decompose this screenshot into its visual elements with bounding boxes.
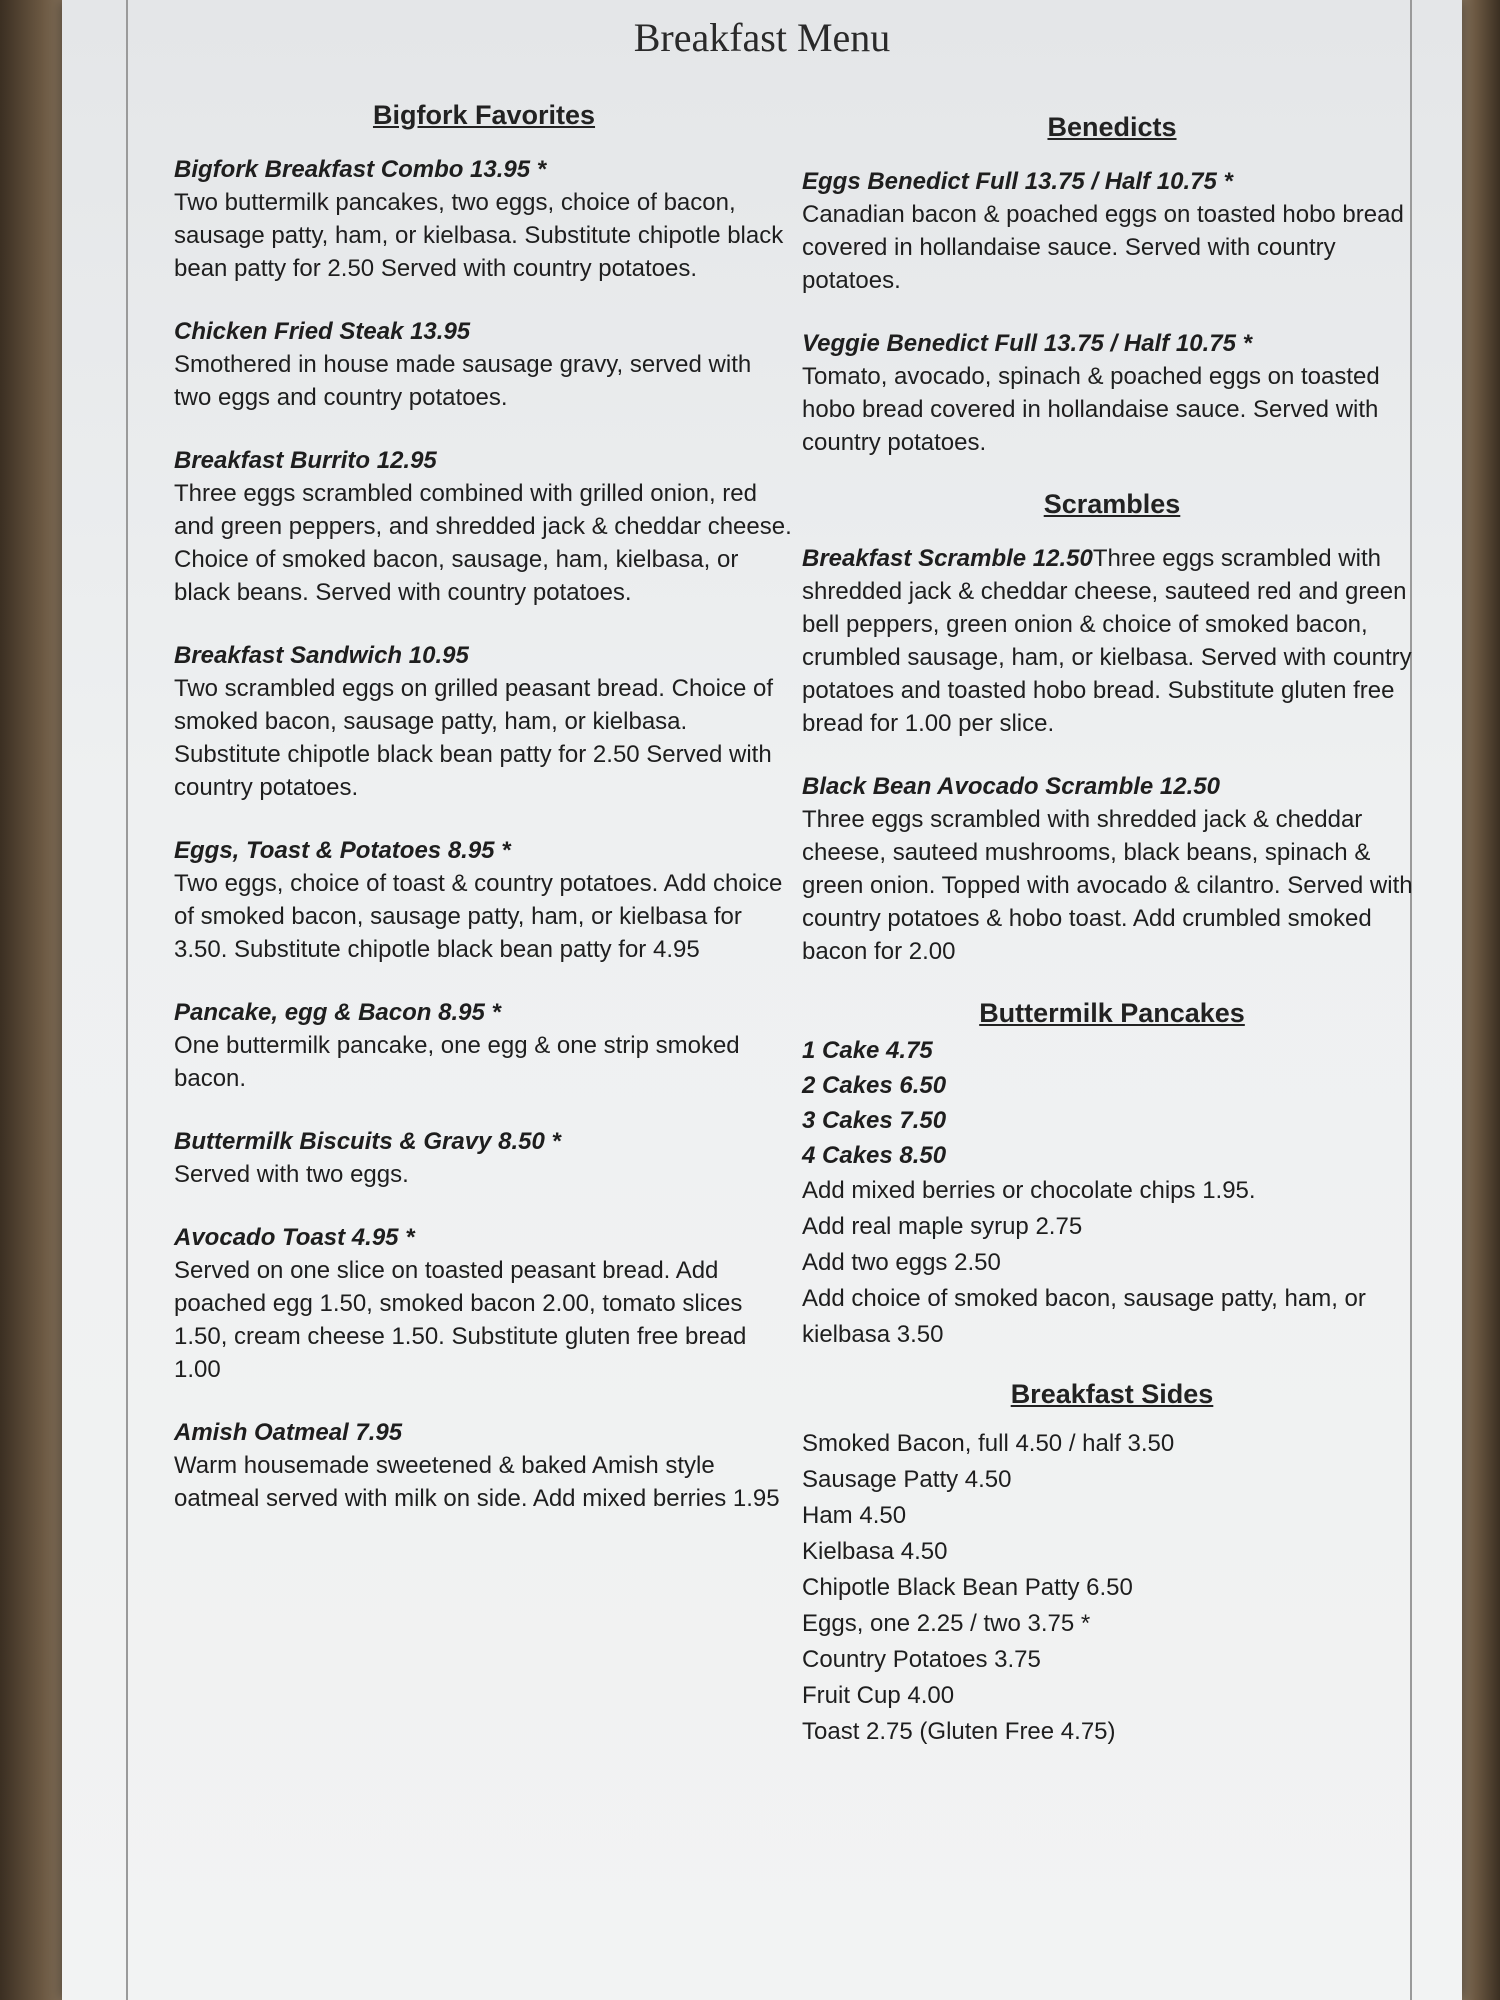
menu-item-name: Bigfork Breakfast Combo 13.95 * [174, 156, 547, 183]
menu-item-description: Tomato, avocado, spinach & poached eggs on toasted hobo bread covered in hollandaise sauce. Served with country potatoes. [802, 363, 1380, 456]
menu-item-name: Eggs, Toast & Potatoes 8.95 * [174, 837, 511, 864]
pancake-addons [802, 1173, 1422, 1353]
section-title-bigfork-favorites: Bigfork Favorites [372, 100, 596, 130]
side-item: Eggs, one 2.25 / two 3.75 * [802, 1610, 1091, 1637]
menu-item [174, 996, 794, 1095]
table-surface-left [0, 0, 70, 2000]
side-item: Country Potatoes 3.75 [802, 1646, 1041, 1673]
menu-item-description: Served with two eggs. [174, 1161, 409, 1188]
menu-item-description: One buttermilk pancake, one egg & one strip smoked bacon. [174, 1032, 740, 1092]
pancake-size: 4 Cakes 8.50 [802, 1142, 947, 1169]
pancake-addon: Add real maple syrup 2.75 [802, 1213, 1083, 1240]
menu-item-name: Black Bean Avocado Scramble 12.50 [802, 773, 1220, 800]
menu-item-description: Two scrambled eggs on grilled peasant bread. Choice of smoked bacon, sausage patty, ham, or kielbasa. Substitute chipotle black bean patty for 2.50 Served with country potatoes. [174, 675, 774, 801]
menu-item-name: Breakfast Burrito 12.95 [174, 447, 437, 474]
section-title-benedicts: Benedicts [1047, 112, 1177, 142]
menu-item-description: Two eggs, choice of toast & country potatoes. Add choice of smoked bacon, sausage patty, ham, or kielbasa for 3.50. Substitute chipotle black bean patty for 4.95 [174, 870, 783, 963]
menu-item [174, 1416, 794, 1515]
side-item: Chipotle Black Bean Patty 6.50 [802, 1574, 1133, 1601]
side-item: Ham 4.50 [802, 1502, 907, 1529]
menu-item-description: Three eggs scrambled with shredded jack & cheddar cheese, sauteed mushrooms, black beans, spinach & green onion. Topped with avocado & cilantro. Served with country potatoes & hobo toast. Add crumbled smoked bacon for 2.00 [802, 806, 1413, 965]
menu-item-name: Avocado Toast 4.95 * [174, 1224, 415, 1251]
menu-item [174, 1221, 794, 1386]
menu-item [174, 834, 794, 966]
menu-item-description: Two buttermilk pancakes, two eggs, choice of bacon, sausage patty, ham, or kielbasa. Substitute chipotle black bean patty for 2.50 Served with country potatoes. [174, 189, 784, 282]
menu-item-name: Chicken Fried Steak 13.95 [174, 318, 471, 345]
side-item: Toast 2.75 (Gluten Free 4.75) [802, 1718, 1116, 1745]
menu-item [802, 770, 1422, 968]
menu-item [174, 444, 794, 609]
menu-item-name: Breakfast Sandwich 10.95 [174, 642, 469, 669]
menu-item [174, 639, 794, 804]
pancake-addon: Add two eggs 2.50 [802, 1249, 1001, 1276]
menu-sheet [62, 0, 1462, 2000]
section-title-scrambles: Scrambles [1043, 489, 1181, 519]
pancake-size: 2 Cakes 6.50 [802, 1072, 947, 1099]
menu-item-description: Smothered in house made sausage gravy, served with two eggs and country potatoes. [174, 351, 752, 411]
pancake-sizes [802, 1033, 1422, 1173]
menu-item-name: Breakfast Scramble 12.50 [802, 545, 1093, 572]
menu-item [802, 542, 1422, 740]
table-surface-right [1460, 0, 1500, 2000]
sides-list [802, 1426, 1422, 1750]
side-item: Fruit Cup 4.00 [802, 1682, 955, 1709]
menu-item [802, 165, 1422, 297]
menu-item-description: Three eggs scrambled combined with grilled onion, red and green peppers, and shredded jack & cheddar cheese. Choice of smoked bacon, sausage, ham, kielbasa, or black beans. Served with country potatoes. [174, 480, 792, 606]
menu-item-name: Buttermilk Biscuits & Gravy 8.50 * [174, 1128, 561, 1155]
pancake-addon: Add choice of smoked bacon, sausage patty, ham, or kielbasa 3.50 [802, 1285, 1366, 1348]
menu-item-description: Three eggs scrambled with shredded jack & cheddar cheese, sauteed red and green bell peppers, green onion & choice of smoked bacon, crumbled sausage, ham, or kielbasa. Served with country potatoes and toasted hobo bread. Substitute gluten free bread for 1.00 per slice. [802, 545, 1412, 737]
menu-item-name: Amish Oatmeal 7.95 [174, 1419, 403, 1446]
section-title-breakfast-sides: Breakfast Sides [1010, 1379, 1214, 1409]
side-item: Kielbasa 4.50 [802, 1538, 948, 1565]
menu-item [174, 315, 794, 414]
menu-item [174, 153, 794, 285]
pancake-size: 1 Cake 4.75 [802, 1037, 933, 1064]
side-item: Sausage Patty 4.50 [802, 1466, 1012, 1493]
side-item: Smoked Bacon, full 4.50 / half 3.50 [802, 1430, 1175, 1457]
menu-item [174, 1125, 794, 1191]
menu-item-description: Warm housemade sweetened & baked Amish style oatmeal served with milk on side. Add mixed berries 1.95 [174, 1452, 780, 1512]
menu-item-description: Canadian bacon & poached eggs on toasted hobo bread covered in hollandaise sauce. Served with country potatoes. [802, 201, 1404, 294]
menu-item-name: Eggs Benedict Full 13.75 / Half 10.75 * [802, 168, 1233, 195]
right-column [802, 112, 1422, 1750]
pancake-addon: Add mixed berries or chocolate chips 1.95. [802, 1177, 1256, 1204]
menu-item-description: Served on one slice on toasted peasant bread. Add poached egg 1.50, smoked bacon 2.00, tomato slices 1.50, cream cheese 1.50. Substitute gluten free bread 1.00 [174, 1257, 747, 1383]
menu-item-name: Veggie Benedict Full 13.75 / Half 10.75 * [802, 330, 1252, 357]
section-title-buttermilk-pancakes: Buttermilk Pancakes [979, 998, 1245, 1028]
left-column [174, 100, 794, 1545]
menu-item-name: Pancake, egg & Bacon 8.95 * [174, 999, 501, 1026]
pancake-size: 3 Cakes 7.50 [802, 1107, 947, 1134]
page-title: Breakfast Menu [633, 15, 891, 60]
menu-item [802, 327, 1422, 459]
